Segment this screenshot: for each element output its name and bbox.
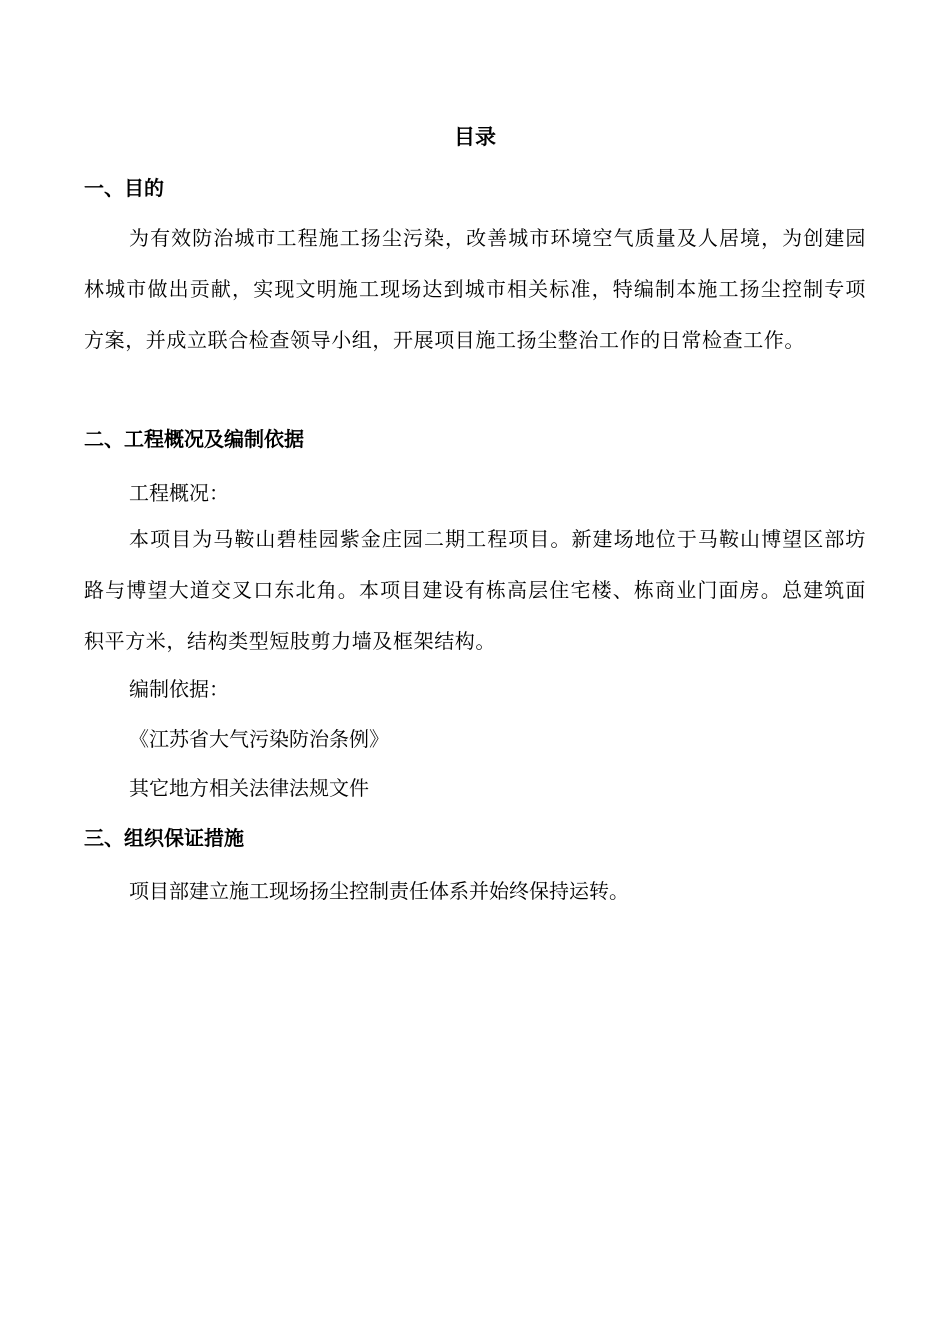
basis-item-other-laws: 其它地方相关法律法规文件	[129, 776, 369, 800]
section-1-paragraph: 为有效防治城市工程施工扬尘污染，改善城市环境空气质量及人居境，为创建园林城市做出贡献，实现文明施工现场达到城市相关标准，特编制本施工扬尘控制专项方案，并成立联合检查领导小组，开展项目施工扬尘整治工作的日常检查工作。	[84, 226, 866, 352]
basis-item-regulation: 《江苏省大气污染防治条例》	[129, 727, 389, 751]
section-2-heading: 二、工程概况及编制依据	[84, 427, 304, 451]
overview-label: 工程概况：	[129, 481, 229, 505]
overview-paragraph: 本项目为马鞍山碧桂园紫金庄园二期工程项目。新建场地位于马鞍山博望区部坊路与博望大道交叉口东北角。本项目建设有栋高层住宅楼、栋商业门面房。总建筑面积平方米，结构类型短肢剪力墙及框架结构。	[84, 527, 866, 653]
basis-label: 编制依据：	[129, 677, 229, 701]
page-title: 目录	[454, 125, 496, 149]
section-3-paragraph: 项目部建立施工现场扬尘控制责任体系并始终保持运转。	[129, 879, 629, 903]
section-3-heading: 三、组织保证措施	[84, 826, 244, 850]
section-1-heading: 一、目的	[84, 176, 164, 200]
